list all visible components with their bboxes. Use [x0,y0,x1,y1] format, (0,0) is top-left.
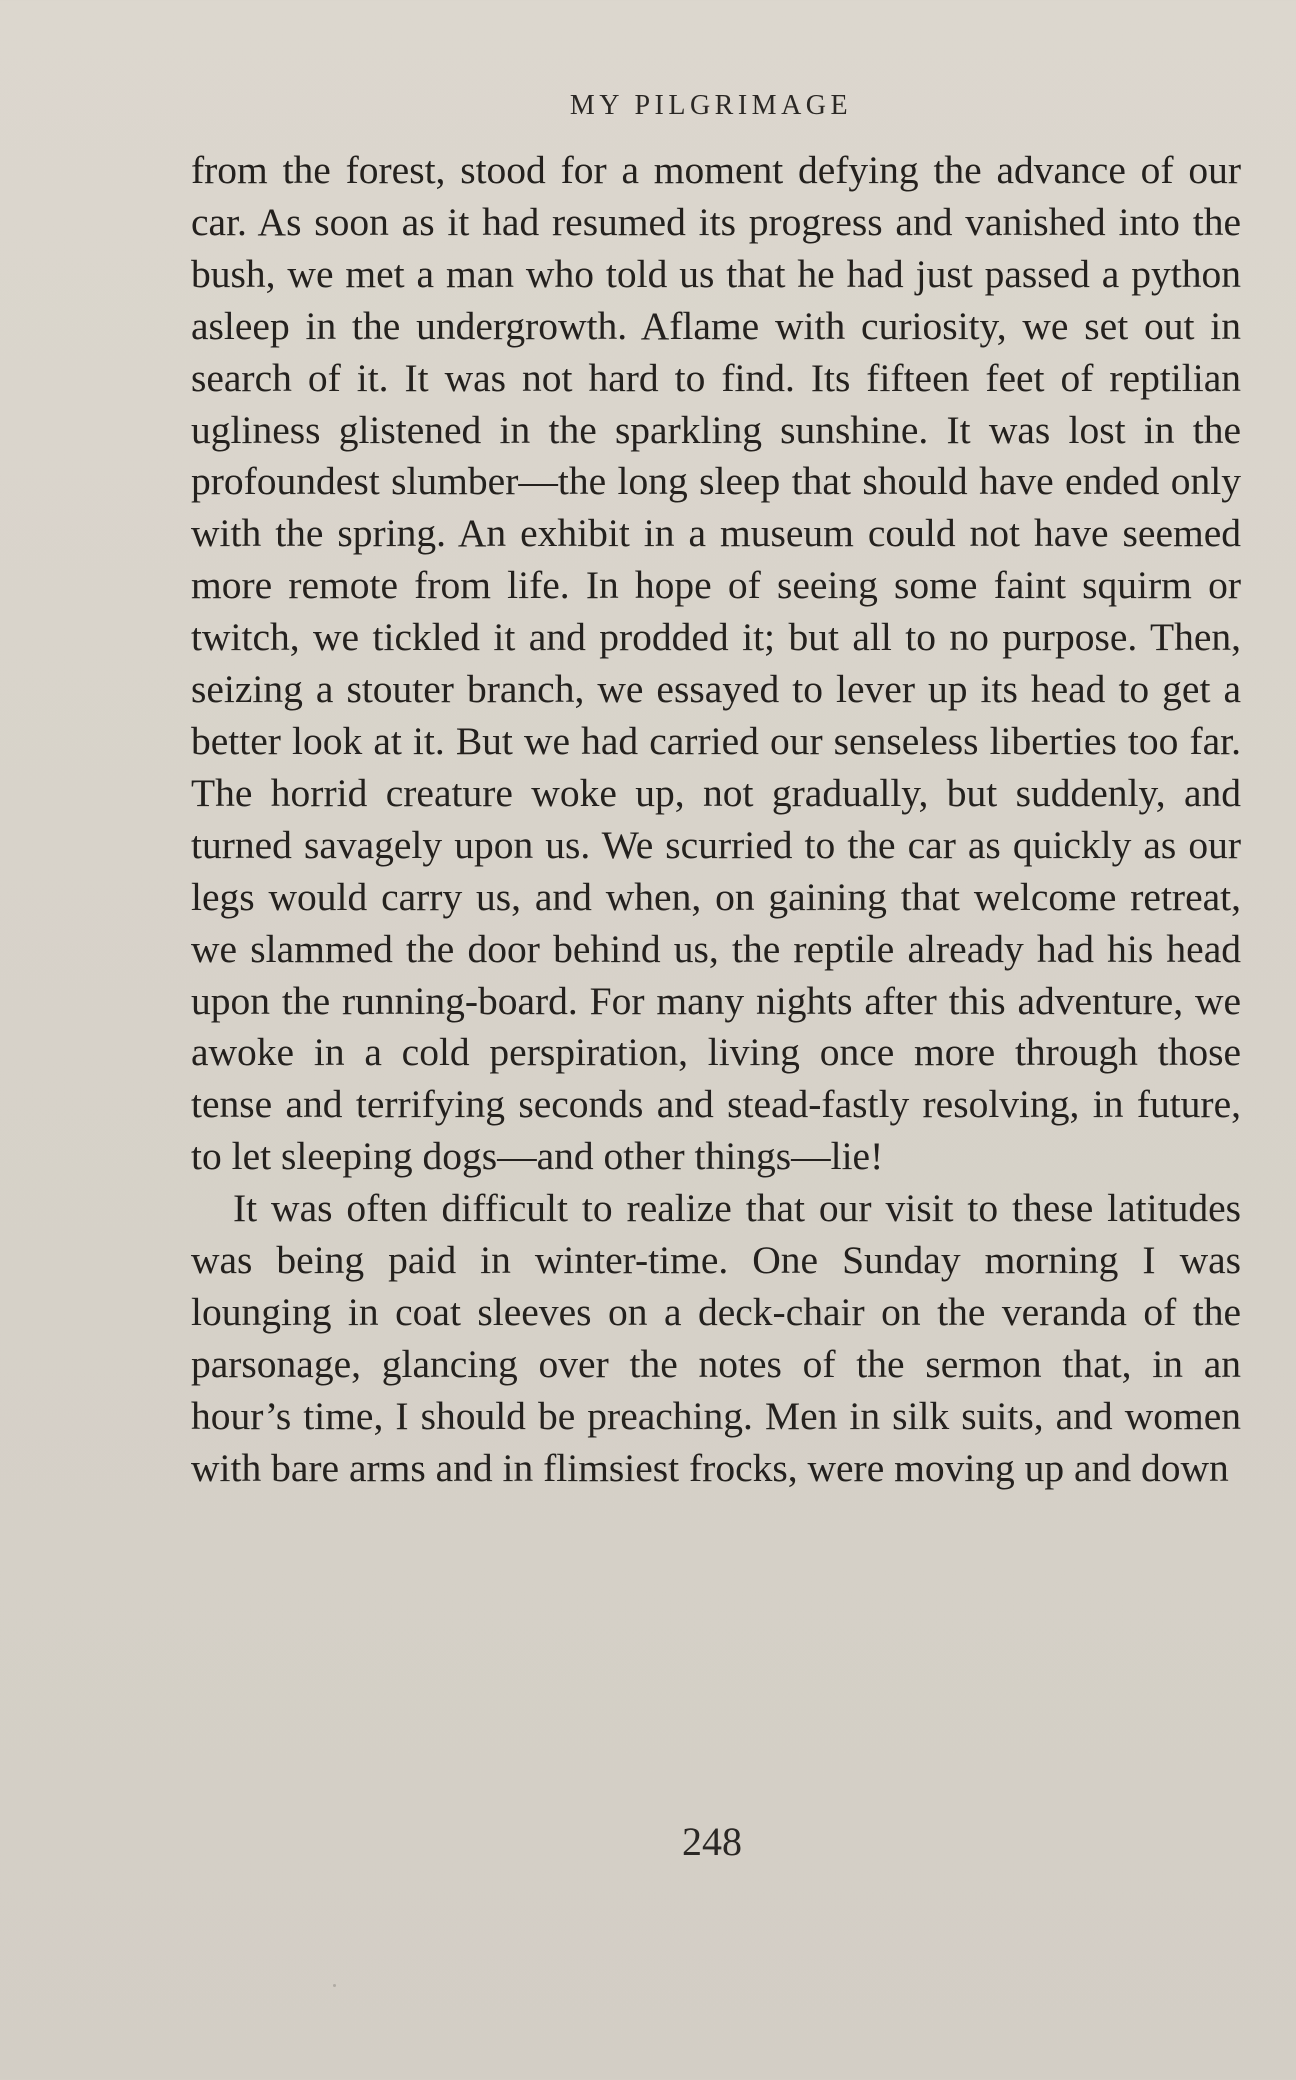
body-text [191,145,1241,1495]
paragraph: It was often difficult to realize that our visit to these latitudes was being paid in winter-time. One Sunday morning I was lounging in coat sleeves on a deck-chair on the veranda of the parsonage, glancing over the notes of the sermon that, in an hour’s time, I should be preaching. Men in silk suits, and women with bare arms and in flimsiest frocks, were moving up and down [191,1186,1241,1490]
paragraph-continued: from the forest, stood for a moment defying the advance of our car. As soon as it had resumed its progress and vanished into the bush, we met a man who told us that he had just passed a python asleep in the undergrowth. Aflame with curiosity, we set out in search of it. It was not hard to find. Its fifteen feet of reptilian ugliness glistened in the sparkling sunshine. It was lost in the profoundest slumber—the long sleep that should have ended only with the spring. An exhibit in a museum could not have seemed more remote from life. In hope of seeing some faint squirm or twitch, we tickled it and prodded it; but all to no purpose. Then, seizing a stouter branch, we essayed to lever up its head to get a better look at it. But we had carried our senseless liberties too far. The horrid creature woke up, not gradually, but suddenly, and turned savagely upon us. We scurried to the car as quickly as our legs would carry us, and when, on gaining that welcome retreat, we slammed the door behind us, the reptile already had his head upon the running-board. For many nights after this adventure, we awoke in a cold perspiration, living once more through those tense and terrifying seconds and stead-fastly resolving, in future, to let sleeping dogs—and other things—lie! [191,148,1241,1179]
page-number: 248 [682,1819,742,1864]
running-head: MY PILGRIMAGE [569,90,853,121]
paper-speck [333,1984,336,1987]
